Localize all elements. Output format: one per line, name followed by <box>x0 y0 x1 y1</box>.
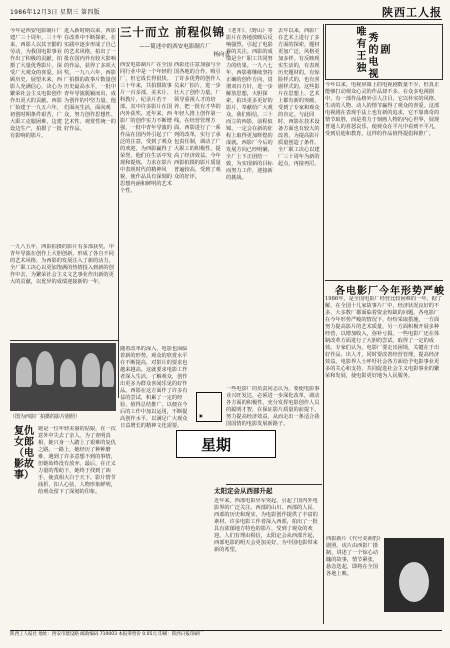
column-rule-1 <box>118 28 119 398</box>
text-column-4: 西影还注意加强与全国各地的合作，吸引了许多优秀的创作人员来厂拍片，进一步壮大了创作力量。厂领导重视人才的培养，把一批有才华的年轻人推上创作第一线。在经营管理方面，西影进行了一系列的改革，实行了承包责任制，调动了广大职工的积极性，提高了经济效益。今年西影拍摄的影片质量普遍较高，受到了观众的好评。 <box>174 62 221 180</box>
side-story-title: 复仇女郎（电影故事） <box>14 426 34 481</box>
box-title-char-1: 唯 <box>356 27 367 38</box>
box-title-char-3: 王 <box>356 51 367 62</box>
photo-figure <box>16 357 32 387</box>
tv-drama-text: 今年以来，电视屏幕上的电视剧数量不少，但真正能够打动观众心灵的作品却不多。在众多电视剧中，有一部作品格外引人注目，它以朴实的风格、生动的人物、动人的情节赢得了观众的喜爱。这部电视剧在表现手法上也有新的追求，它不靠离奇的情节取胜，而是着力于刻画人物的内心世界，展现普通人的喜怒哀乐，使观众在平凡中看到不平凡，受到启迪和教育。这样的作品值得提倡和推广。 <box>325 82 440 137</box>
box-title-char-9: 剧 <box>380 45 391 56</box>
newspaper-logo: 陕西工人报 <box>382 6 442 19</box>
photo2-side-text: 西影新片《代号美洲豹》剧照。该片由西影厂摄制，讲述了一个惊心动魄的故事，情节紧张，悬念迭起，即将在全国各地上映。 <box>326 536 381 577</box>
film-text: 1986年，是全国电影厂经营比较困难的一年。据了解，在全国十几家故事片厂中，经济状况良好的不多，大多数厂都面临着资金短缺的问题。各电影厂在今年形势严峻的情况下，纷纷采取措施，一方面努力提高影片的艺术质量，另一方面积极开展多种经营，以增加收入，弥补亏损。一些电影厂还在体制改革方面进行了大胆的尝试，取得了一定的成效。专家们认为，电影厂要走出困境，关键在于出好作品、出人才，同时要改善经营管理，提高经济效益。电影界人士呼吁社会各方面给予电影事业更多的关心和支持，共同促进社会主义电影事业的繁荣和发展，使电影更好地为人民服务。 <box>325 296 442 379</box>
main-headline: 三十而立 前程似锦 <box>120 25 226 39</box>
box-title-char-7: 电 <box>368 57 379 68</box>
text-column-6: 去年以来，西影厂在艺术上进行了多方面的探索，题材更加广泛，风格更加多样。有反映现实生活的，有表现历史题材的，有惊险样式的，也有喜剧样式的。这些影片在思想上、艺术上都有新的突破，受到了专家和观众的肯定。与此同时，西影在技术设备方面也有较大的改善，为提高影片质量创造了条件。全厂职工决心以建厂三十周年为新的起点，再接再厉。 <box>278 28 320 167</box>
sun-text: 近年来，西部电影异军突起，引起了国内外电影界的广泛关注。西部的山川、西部的人民、西部的历史和现实，为电影创作提供了丰富的素材。许多电影工作者深入西部，拍出了一批具有浓郁地方特色的影片，受到了观众的欢迎。人们有理由相信，太阳定会从西部升起，西部电影的明天会更加美好，为中国电影带来新的希望。 <box>214 498 318 553</box>
box-title-char-6: 的 <box>368 45 379 56</box>
brand-logo-mark: ▣ <box>199 413 203 418</box>
photo-figure <box>36 351 54 385</box>
main-subtitle: ——简述中的西安电影制片厂 <box>139 44 211 50</box>
text-column-5: 《老井》、《野山》等影片在各地放映后反响强烈，引起了电影界的关注。西影的成绩是全厂职工共同努力的结果。一九八七年，西影将继续坚持正确的创作方向，贯彻双百方针，进一步解放思想，大胆探索，拍出更多更好的影片，奉献给广大观众。我们相信，三十而立的西影，前程似锦，一定会在新的征程上取得更加辉煌的成就。西影厂今后的发展方向已经明确，全厂上下正团结一致，为实现新的目标而努力工作，迎接新的挑战。 <box>226 28 273 181</box>
film-headline: 各电影厂今年形势严峻 <box>335 286 445 297</box>
photo-caption: （图为西影厂拍摄的影片剧照） <box>10 414 81 420</box>
main-author: 杨向青 <box>213 52 230 58</box>
xingqi-title: 星期 <box>201 436 232 454</box>
sun-headline: 太阳定会从西部升起 <box>214 487 273 495</box>
portrait-face <box>399 562 429 602</box>
film-scene-photo <box>10 343 116 411</box>
column-rule-2 <box>323 24 324 624</box>
text-column-1: 今年是西安电影制片厂建厂三十周年。三十年来，西影人以其辛勤的劳动，为我国电影事业作出了积极的贡献，拍摄了大量优秀影片，深受广大观众的喜爱。回顾历史，展望未来，西影人充满信心，决心为繁荣社会主义电影创作作出更大的贡献。西影厂始建于一九五六年，初创时期条件艰苦，广大职工克服困难，边建设边生产，拍摄了一批有影响的影片。 <box>10 28 62 139</box>
photo-figure <box>102 361 114 387</box>
text-column-2: 进入新时期以来，西影在改革中不断探索，在实践中逐步形成了自己的艺术风格，拍出了一批在国内外有较大影响的作品，获得了多项大奖。一九八六年，西影厂拍摄的故事片数量创历史最高水平，一批中青年导演脱颖而出，成为创作的中坚力量。他们面向生活，面向观众，努力创作思想性、艺术性、观赏性统一的好作品。 <box>64 28 116 132</box>
brand-logo-box <box>196 392 222 422</box>
tv-drama-box <box>325 24 443 80</box>
rule-film <box>325 280 443 281</box>
actress-portrait-photo <box>384 538 444 612</box>
box-title-char-5: 秀 <box>368 33 379 44</box>
masthead <box>10 4 442 20</box>
box-title-char-8: 视 <box>368 69 379 80</box>
rule-sun <box>226 484 322 485</box>
box-title-char-2: 有 <box>356 39 367 50</box>
rule-left <box>10 340 118 341</box>
text-column-7: 随着改革的深入，电影也面临着新的形势。观众的欣赏水平在不断提高，对影片的要求也越来越高。这就要求电影工作者深入生活，了解观众，创作出更多为群众喜闻乐见的好作品。西影在这方面作了许多有益的尝试，积累了一定的经验，值得总结推广，以便在今后的工作中加以运用，不断提高创作水平，以满足广大观众日益增长的精神文化需要。 <box>120 346 188 429</box>
text-column-3: 西安电影制片厂在全国同行业中是一个年轻的厂，但它成长得很快。三十年来，共拍摄故事片一百多部，美术片、科教片、纪录片若干部。其中许多影片在国内外获奖。近年来，西影厂的创作实力不断增强，一批中青年导演的作品在国内外引起了广泛的注意，受到了观众的欢迎，为西影赢得了荣誉。他们在生活中发现和提炼，力求在影片中表现时代的精神风貌，使作品具有深刻的思想内涵和鲜明的艺术个性。 <box>120 62 172 194</box>
page-footer: 陕西工人报社 地址：西安市建设路 邮政编码 710003 本报零售价 0.05元 印刷：陕西日报印刷厂 <box>10 630 442 640</box>
side-story-text: 她是一位年轻美丽的姑娘，在一次意外中失去了亲人。为了查明真相，她只身一人踏上了艰难的复仇之路。一路上，她经历了种种磨难，遇到了许多意想不到的事情，但她始终没有放弃。最后，在正义力量的帮助下，她终于找到了凶手，使真相大白于天下。影片情节曲折，扣人心弦，人物形象鲜明，给观众留下了深刻的印象。 <box>38 426 116 495</box>
photo-figure <box>60 359 76 387</box>
box-title-char-4: 独 <box>356 63 367 74</box>
main-headline-block <box>120 24 230 58</box>
photo-figure <box>82 353 100 387</box>
text-column-8: 一些电影厂的负责同志认为，要使电影事业兴旺发达，必须进一步深化改革，调动各方面的积极性，充分发挥电影创作人员的聪明才智，在保证影片质量的前提下，努力提高经济效益，从而走出一条适合我国国情的电影发展新路子。 <box>226 386 320 427</box>
issue-date: 1986年12月3日 星期三 第四版 <box>10 9 100 16</box>
text-left-lower: 一九八五年，西影拍摄的影片有多部获奖。中青年导演在创作上大胆创新，形成了各自不同的艺术风格，为西影的发展注入了新的活力。全厂职工决心以更加饱满的热情投入到新的创作中去，为繁荣社会主义文艺事业作出新的更大的贡献，以优异的成绩迎接新的一年。 <box>10 244 114 285</box>
